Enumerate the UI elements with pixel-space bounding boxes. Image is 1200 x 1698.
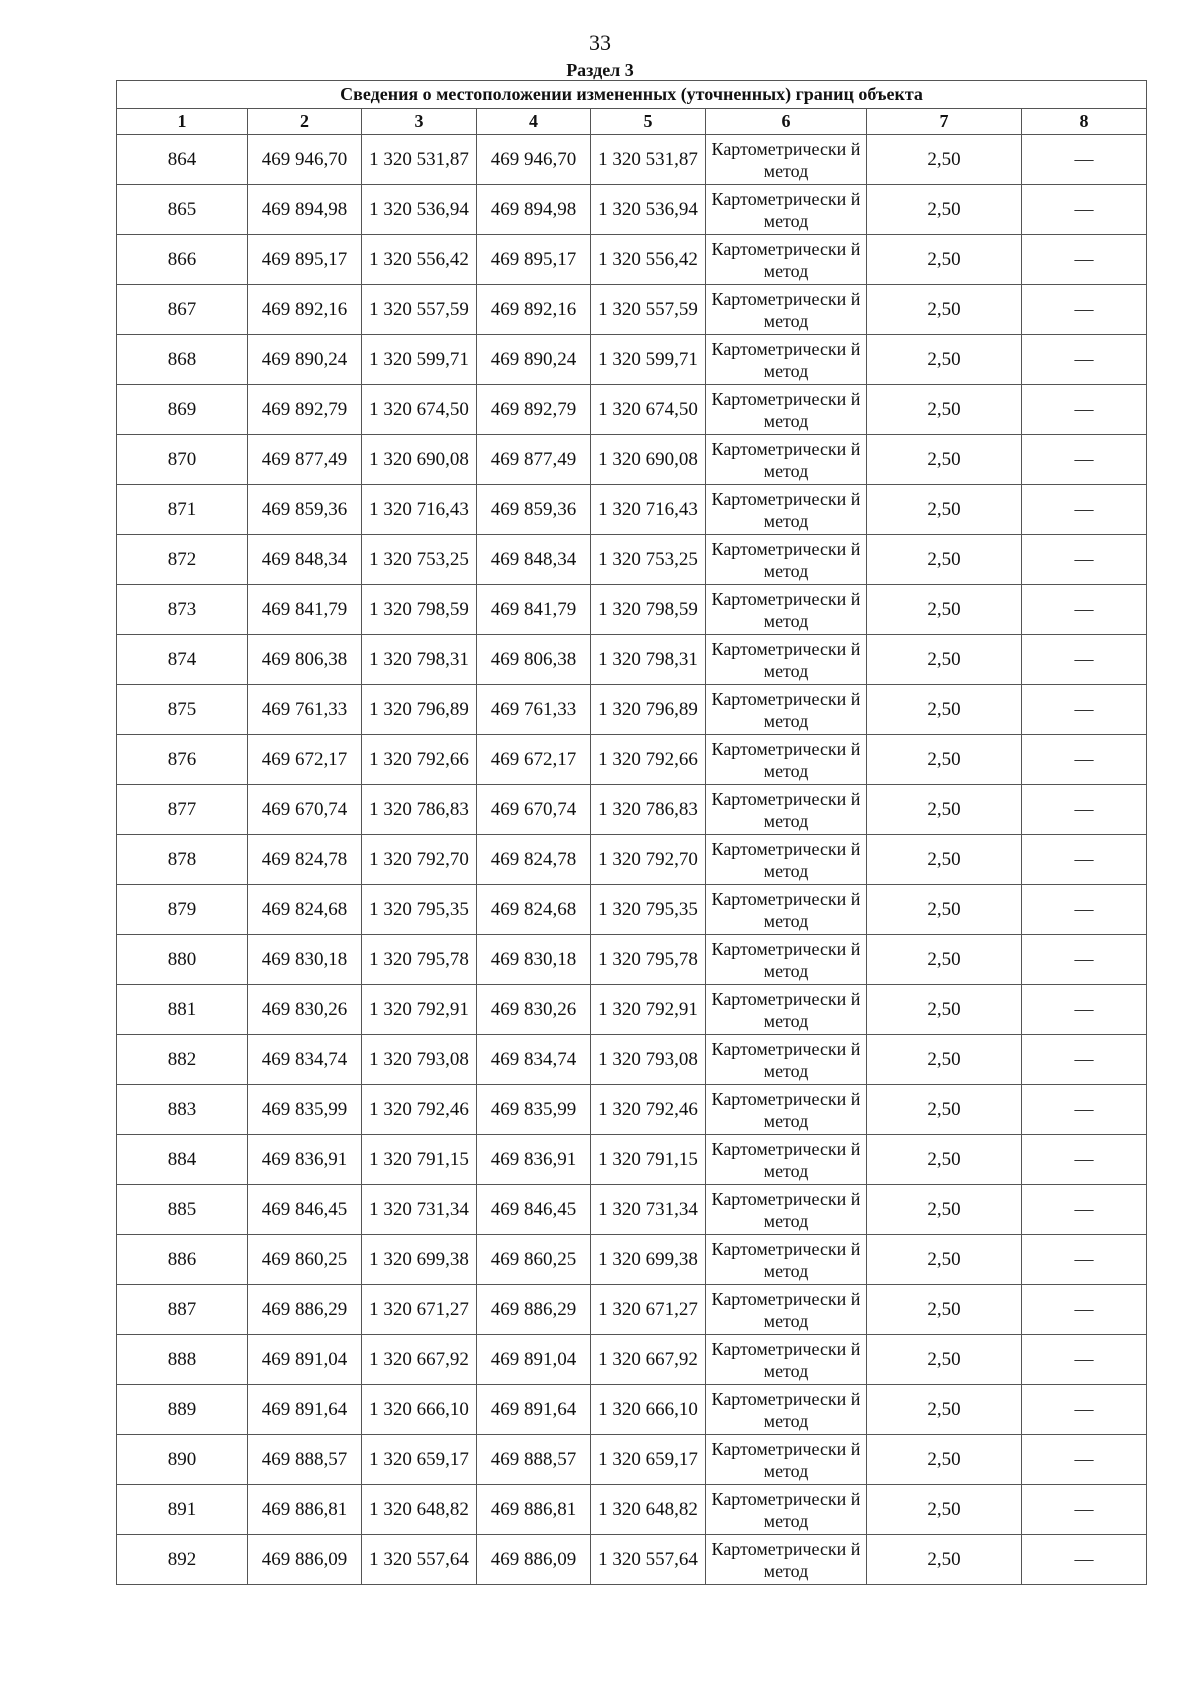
cell-x-existing: 469 824,78 [248,835,362,885]
cell-x-new: 469 886,09 [477,1535,591,1585]
cell-method: Картометрически й метод [706,385,867,435]
cell-x-existing: 469 848,34 [248,535,362,585]
cell-method: Картометрически й метод [706,885,867,935]
cell-y-existing: 1 320 666,10 [362,1385,477,1435]
cell-x-new: 469 891,04 [477,1335,591,1385]
cell-y-new: 1 320 531,87 [591,135,706,185]
table-caption-row [117,81,1147,109]
cell-point-number: 885 [117,1185,248,1235]
cell-point-number: 869 [117,385,248,435]
cell-y-existing: 1 320 798,31 [362,635,477,685]
cell-y-new: 1 320 731,34 [591,1185,706,1235]
table-row [117,535,1147,585]
cell-x-new: 469 846,45 [477,1185,591,1235]
cell-y-new: 1 320 796,89 [591,685,706,735]
cell-x-new: 469 824,78 [477,835,591,885]
cell-x-new: 469 877,49 [477,435,591,485]
cell-y-existing: 1 320 791,15 [362,1135,477,1185]
cell-x-new: 469 859,36 [477,485,591,535]
cell-x-new: 469 834,74 [477,1035,591,1085]
cell-description: — [1022,1085,1147,1135]
cell-y-existing: 1 320 699,38 [362,1235,477,1285]
table-row [117,685,1147,735]
cell-y-new: 1 320 557,64 [591,1535,706,1585]
cell-y-existing: 1 320 557,59 [362,285,477,335]
cell-method: Картометрически й метод [706,785,867,835]
cell-description: — [1022,1485,1147,1535]
cell-accuracy: 2,50 [867,635,1022,685]
cell-y-new: 1 320 674,50 [591,385,706,435]
cell-method: Картометрически й метод [706,1035,867,1085]
table-row [117,1135,1147,1185]
cell-description: — [1022,585,1147,635]
cell-y-existing: 1 320 793,08 [362,1035,477,1085]
cell-x-existing: 469 830,26 [248,985,362,1035]
cell-point-number: 876 [117,735,248,785]
cell-accuracy: 2,50 [867,535,1022,585]
table-row [117,785,1147,835]
cell-point-number: 883 [117,1085,248,1135]
cell-y-new: 1 320 699,38 [591,1235,706,1285]
table-row [117,1385,1147,1435]
cell-point-number: 880 [117,935,248,985]
cell-y-new: 1 320 690,08 [591,435,706,485]
cell-accuracy: 2,50 [867,685,1022,735]
cell-x-new: 469 894,98 [477,185,591,235]
table-row [117,935,1147,985]
cell-description: — [1022,1285,1147,1335]
cell-x-new: 469 830,18 [477,935,591,985]
cell-x-new: 469 886,29 [477,1285,591,1335]
cell-method: Картометрически й метод [706,1235,867,1285]
cell-x-existing: 469 860,25 [248,1235,362,1285]
cell-point-number: 891 [117,1485,248,1535]
cell-accuracy: 2,50 [867,985,1022,1035]
cell-method: Картометрически й метод [706,635,867,685]
cell-y-existing: 1 320 792,70 [362,835,477,885]
cell-accuracy: 2,50 [867,1335,1022,1385]
cell-point-number: 867 [117,285,248,335]
cell-description: — [1022,1185,1147,1235]
cell-x-new: 469 890,24 [477,335,591,385]
cell-description: — [1022,685,1147,735]
cell-method: Картометрически й метод [706,185,867,235]
cell-x-existing: 469 890,24 [248,335,362,385]
cell-y-existing: 1 320 667,92 [362,1335,477,1385]
cell-x-new: 469 946,70 [477,135,591,185]
cell-description: — [1022,335,1147,385]
cell-x-existing: 469 886,81 [248,1485,362,1535]
table-row [117,585,1147,635]
table-row [117,235,1147,285]
cell-accuracy: 2,50 [867,1485,1022,1535]
cell-point-number: 873 [117,585,248,635]
cell-x-existing: 469 824,68 [248,885,362,935]
cell-y-existing: 1 320 792,46 [362,1085,477,1135]
cell-x-existing: 469 761,33 [248,685,362,735]
coordinates-table [116,80,1147,1585]
cell-accuracy: 2,50 [867,335,1022,385]
cell-point-number: 892 [117,1535,248,1585]
cell-x-new: 469 860,25 [477,1235,591,1285]
cell-point-number: 870 [117,435,248,485]
cell-point-number: 886 [117,1235,248,1285]
cell-x-existing: 469 877,49 [248,435,362,485]
cell-x-existing: 469 946,70 [248,135,362,185]
cell-y-existing: 1 320 795,35 [362,885,477,935]
table-row [117,1485,1147,1535]
cell-x-existing: 469 891,64 [248,1385,362,1435]
cell-accuracy: 2,50 [867,785,1022,835]
cell-method: Картометрически й метод [706,535,867,585]
cell-y-new: 1 320 671,27 [591,1285,706,1335]
cell-x-existing: 469 836,91 [248,1135,362,1185]
cell-y-existing: 1 320 674,50 [362,385,477,435]
cell-description: — [1022,1235,1147,1285]
cell-accuracy: 2,50 [867,185,1022,235]
cell-point-number: 874 [117,635,248,685]
cell-y-existing: 1 320 557,64 [362,1535,477,1585]
cell-point-number: 884 [117,1135,248,1185]
cell-description: — [1022,135,1147,185]
cell-accuracy: 2,50 [867,435,1022,485]
cell-accuracy: 2,50 [867,1385,1022,1435]
cell-accuracy: 2,50 [867,285,1022,335]
table-row [117,435,1147,485]
cell-y-existing: 1 320 531,87 [362,135,477,185]
table-row [117,1085,1147,1135]
cell-y-new: 1 320 556,42 [591,235,706,285]
cell-y-new: 1 320 792,70 [591,835,706,885]
cell-x-new: 469 891,64 [477,1385,591,1435]
cell-y-existing: 1 320 792,91 [362,985,477,1035]
cell-method: Картометрически й метод [706,285,867,335]
cell-x-existing: 469 894,98 [248,185,362,235]
cell-description: — [1022,435,1147,485]
cell-y-existing: 1 320 798,59 [362,585,477,635]
cell-x-existing: 469 830,18 [248,935,362,985]
cell-y-new: 1 320 599,71 [591,335,706,385]
table-row [117,335,1147,385]
cell-y-new: 1 320 648,82 [591,1485,706,1535]
cell-x-new: 469 835,99 [477,1085,591,1135]
cell-x-existing: 469 841,79 [248,585,362,635]
cell-accuracy: 2,50 [867,935,1022,985]
cell-y-new: 1 320 798,59 [591,585,706,635]
cell-point-number: 888 [117,1335,248,1385]
column-number: 5 [591,109,706,135]
column-number: 3 [362,109,477,135]
cell-y-new: 1 320 753,25 [591,535,706,585]
cell-x-existing: 469 886,29 [248,1285,362,1335]
cell-y-new: 1 320 786,83 [591,785,706,835]
column-number-row [117,109,1147,135]
cell-x-existing: 469 672,17 [248,735,362,785]
cell-accuracy: 2,50 [867,135,1022,185]
cell-x-existing: 469 859,36 [248,485,362,535]
cell-y-existing: 1 320 716,43 [362,485,477,535]
table-row [117,635,1147,685]
cell-point-number: 887 [117,1285,248,1335]
cell-method: Картометрически й метод [706,1385,867,1435]
cell-description: — [1022,885,1147,935]
cell-x-existing: 469 806,38 [248,635,362,685]
cell-y-existing: 1 320 671,27 [362,1285,477,1335]
cell-accuracy: 2,50 [867,235,1022,285]
column-number: 8 [1022,109,1147,135]
cell-y-new: 1 320 798,31 [591,635,706,685]
table-row [117,735,1147,785]
cell-point-number: 872 [117,535,248,585]
cell-point-number: 868 [117,335,248,385]
cell-x-existing: 469 892,79 [248,385,362,435]
cell-accuracy: 2,50 [867,1085,1022,1135]
cell-y-existing: 1 320 690,08 [362,435,477,485]
cell-y-new: 1 320 791,15 [591,1135,706,1185]
cell-description: — [1022,385,1147,435]
cell-method: Картометрически й метод [706,735,867,785]
cell-description: — [1022,285,1147,335]
cell-y-existing: 1 320 599,71 [362,335,477,385]
cell-y-new: 1 320 536,94 [591,185,706,235]
cell-x-existing: 469 888,57 [248,1435,362,1485]
cell-y-new: 1 320 792,66 [591,735,706,785]
cell-description: — [1022,1435,1147,1485]
cell-method: Картометрически й метод [706,1335,867,1385]
page-number: 33 [589,30,611,55]
cell-method: Картометрически й метод [706,135,867,185]
cell-point-number: 890 [117,1435,248,1485]
cell-accuracy: 2,50 [867,1035,1022,1085]
cell-description: — [1022,785,1147,835]
cell-description: — [1022,235,1147,285]
cell-y-existing: 1 320 731,34 [362,1185,477,1235]
cell-method: Картометрически й метод [706,585,867,635]
cell-accuracy: 2,50 [867,485,1022,535]
cell-x-existing: 469 846,45 [248,1185,362,1235]
cell-x-new: 469 824,68 [477,885,591,935]
cell-point-number: 865 [117,185,248,235]
cell-method: Картометрически й метод [706,1535,867,1585]
cell-description: — [1022,835,1147,885]
table-row [117,485,1147,535]
cell-y-existing: 1 320 792,66 [362,735,477,785]
cell-description: — [1022,1535,1147,1585]
cell-y-new: 1 320 557,59 [591,285,706,335]
table-row [117,285,1147,335]
cell-y-existing: 1 320 536,94 [362,185,477,235]
cell-x-existing: 469 670,74 [248,785,362,835]
cell-description: — [1022,985,1147,1035]
cell-accuracy: 2,50 [867,1235,1022,1285]
cell-x-existing: 469 891,04 [248,1335,362,1385]
cell-accuracy: 2,50 [867,585,1022,635]
column-number: 2 [248,109,362,135]
cell-method: Картометрически й метод [706,1485,867,1535]
cell-point-number: 866 [117,235,248,285]
cell-method: Картометрически й метод [706,435,867,485]
cell-method: Картометрически й метод [706,235,867,285]
cell-y-existing: 1 320 796,89 [362,685,477,735]
cell-y-existing: 1 320 753,25 [362,535,477,585]
table-row [117,1535,1147,1585]
cell-method: Картометрически й метод [706,835,867,885]
cell-x-new: 469 848,34 [477,535,591,585]
cell-y-new: 1 320 792,46 [591,1085,706,1135]
cell-point-number: 878 [117,835,248,885]
table-row [117,1185,1147,1235]
cell-x-new: 469 892,79 [477,385,591,435]
cell-y-new: 1 320 716,43 [591,485,706,535]
cell-y-new: 1 320 792,91 [591,985,706,1035]
cell-description: — [1022,485,1147,535]
cell-x-new: 469 841,79 [477,585,591,635]
cell-accuracy: 2,50 [867,1185,1022,1235]
cell-method: Картометрически й метод [706,1135,867,1185]
cell-method: Картометрически й метод [706,935,867,985]
cell-point-number: 871 [117,485,248,535]
table-row [117,1335,1147,1385]
cell-point-number: 889 [117,1385,248,1435]
cell-x-existing: 469 892,16 [248,285,362,335]
column-number: 6 [706,109,867,135]
cell-point-number: 881 [117,985,248,1035]
cell-point-number: 879 [117,885,248,935]
cell-point-number: 882 [117,1035,248,1085]
cell-y-new: 1 320 793,08 [591,1035,706,1085]
cell-x-new: 469 806,38 [477,635,591,685]
cell-method: Картометрически й метод [706,485,867,535]
table-row [117,1035,1147,1085]
cell-x-new: 469 888,57 [477,1435,591,1485]
cell-y-new: 1 320 667,92 [591,1335,706,1385]
cell-y-new: 1 320 795,35 [591,885,706,935]
column-number: 4 [477,109,591,135]
cell-point-number: 864 [117,135,248,185]
cell-x-new: 469 836,91 [477,1135,591,1185]
cell-x-existing: 469 895,17 [248,235,362,285]
cell-description: — [1022,1335,1147,1385]
cell-description: — [1022,935,1147,985]
cell-method: Картометрически й метод [706,1185,867,1235]
table-row [117,385,1147,435]
table-row [117,1235,1147,1285]
cell-method: Картометрически й метод [706,985,867,1035]
cell-x-new: 469 672,17 [477,735,591,785]
cell-accuracy: 2,50 [867,385,1022,435]
table-row [117,985,1147,1035]
cell-method: Картометрически й метод [706,1285,867,1335]
cell-y-new: 1 320 666,10 [591,1385,706,1435]
cell-description: — [1022,635,1147,685]
table-row [117,885,1147,935]
cell-y-existing: 1 320 786,83 [362,785,477,835]
table-body [117,135,1147,1585]
cell-x-existing: 469 835,99 [248,1085,362,1135]
cell-description: — [1022,1385,1147,1435]
cell-y-new: 1 320 659,17 [591,1435,706,1485]
cell-description: — [1022,735,1147,785]
cell-x-new: 469 761,33 [477,685,591,735]
table-caption: Сведения о местоположении измененных (уточненных) границ объекта [117,81,1147,109]
cell-accuracy: 2,50 [867,1435,1022,1485]
cell-accuracy: 2,50 [867,835,1022,885]
cell-x-existing: 469 834,74 [248,1035,362,1085]
cell-accuracy: 2,50 [867,1535,1022,1585]
cell-y-existing: 1 320 795,78 [362,935,477,985]
cell-x-new: 469 895,17 [477,235,591,285]
cell-method: Картометрически й метод [706,335,867,385]
cell-accuracy: 2,50 [867,885,1022,935]
cell-x-new: 469 670,74 [477,785,591,835]
cell-method: Картометрически й метод [706,685,867,735]
cell-description: — [1022,1135,1147,1185]
table-row [117,135,1147,185]
cell-x-new: 469 886,81 [477,1485,591,1535]
cell-accuracy: 2,50 [867,1135,1022,1185]
cell-description: — [1022,185,1147,235]
column-number: 1 [117,109,248,135]
cell-accuracy: 2,50 [867,735,1022,785]
cell-accuracy: 2,50 [867,1285,1022,1335]
table-row [117,1435,1147,1485]
cell-y-new: 1 320 795,78 [591,935,706,985]
table-row [117,185,1147,235]
cell-x-new: 469 830,26 [477,985,591,1035]
cell-method: Картометрически й метод [706,1085,867,1135]
cell-point-number: 875 [117,685,248,735]
cell-description: — [1022,535,1147,585]
cell-method: Картометрически й метод [706,1435,867,1485]
cell-x-existing: 469 886,09 [248,1535,362,1585]
cell-point-number: 877 [117,785,248,835]
cell-y-existing: 1 320 556,42 [362,235,477,285]
cell-y-existing: 1 320 659,17 [362,1435,477,1485]
column-number: 7 [867,109,1022,135]
table-row [117,1285,1147,1335]
cell-x-new: 469 892,16 [477,285,591,335]
cell-description: — [1022,1035,1147,1085]
cell-y-existing: 1 320 648,82 [362,1485,477,1535]
table-row [117,835,1147,885]
section-title: Раздел 3 [566,60,634,80]
